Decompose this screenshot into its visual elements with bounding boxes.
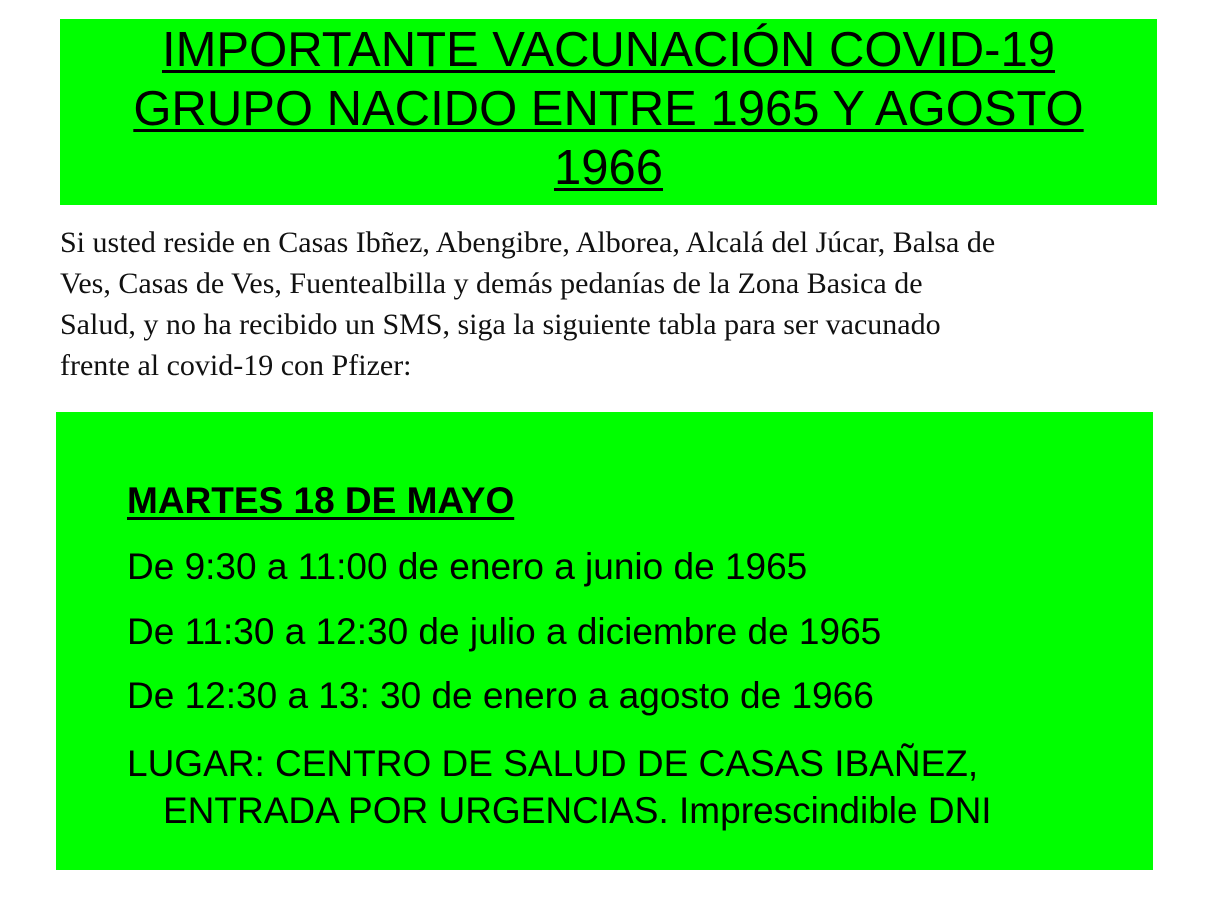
intro-line-2: Ves, Casas de Ves, Fuentealbilla y demás pedanías de la Zona Basica de <box>60 267 923 300</box>
intro-paragraph <box>60 222 1170 386</box>
time-slot-2: De 11:30 a 12:30 de julio a diciembre de 1965 <box>127 611 882 652</box>
title-line-1: IMPORTANTE VACUNACIÓN COVID-19 <box>161 23 1055 77</box>
location-info <box>127 740 992 834</box>
title-line-3: 1966 <box>553 141 663 195</box>
title-banner <box>60 19 1157 205</box>
time-slot-1: De 9:30 a 11:00 de enero a junio de 1965 <box>127 546 808 587</box>
location-line-2: ENTRADA POR URGENCIAS. Imprescindible DNI <box>163 790 992 831</box>
intro-line-1: Si usted reside en Casas Ibñez, Abengibre, Alborea, Alcalá del Júcar, Balsa de <box>60 226 996 259</box>
location-line-1: LUGAR: CENTRO DE SALUD DE CASAS IBAÑEZ, <box>127 743 979 784</box>
time-slot-3: De 12:30 a 13: 30 de enero a agosto de 1966 <box>127 675 874 716</box>
intro-line-3: Salud, y no ha recibido un SMS, siga la siguiente tabla para ser vacunado <box>60 308 941 341</box>
schedule-date-heading: MARTES 18 DE MAYO <box>127 480 515 521</box>
intro-line-4: frente al covid-19 con Pfizer: <box>60 349 412 382</box>
schedule-panel <box>56 412 1153 870</box>
title-line-2: GRUPO NACIDO ENTRE 1965 Y AGOSTO <box>133 82 1084 136</box>
